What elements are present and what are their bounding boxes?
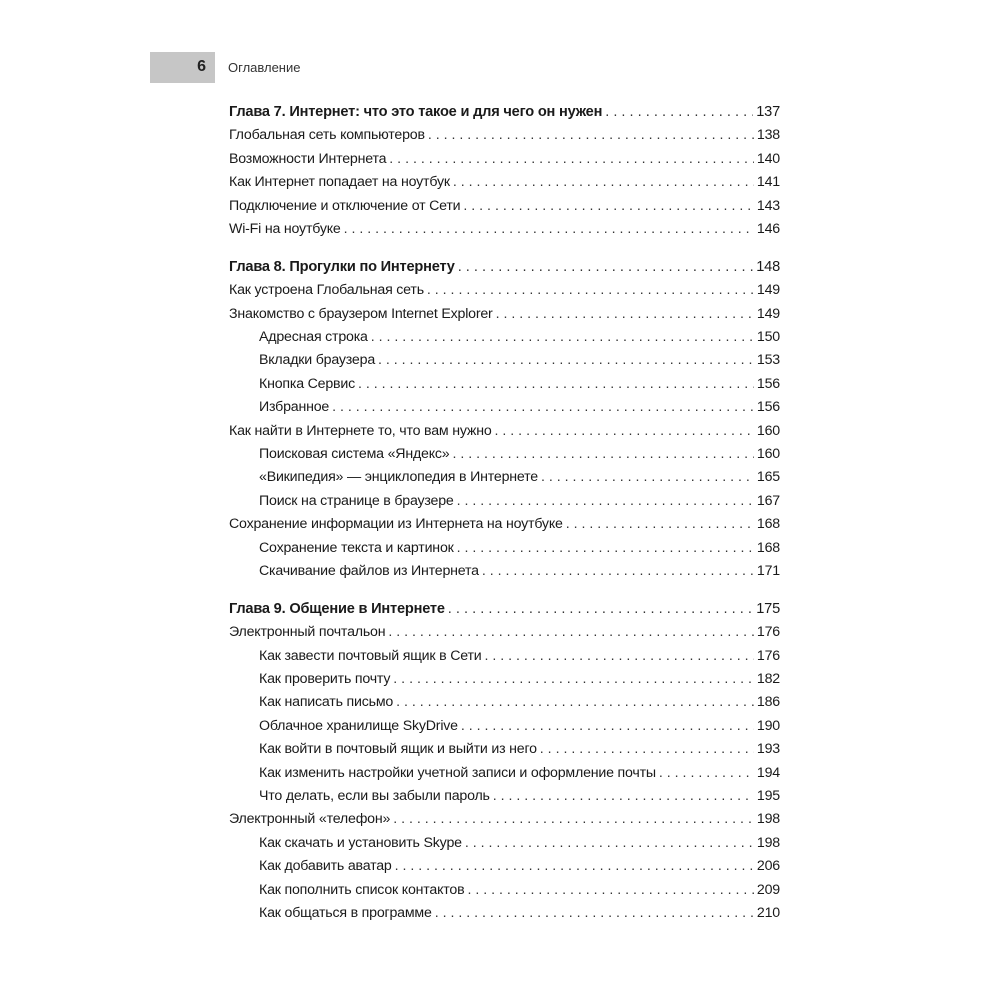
toc-entry[interactable] — [229, 671, 780, 694]
toc-page-number: 198 — [756, 834, 780, 851]
dot-leader — [389, 151, 754, 167]
dot-leader — [465, 835, 754, 851]
dot-leader — [393, 811, 754, 827]
toc-entry[interactable] — [229, 624, 780, 647]
toc-page-number: 165 — [756, 469, 780, 486]
toc-entry[interactable] — [229, 811, 780, 834]
page-number: 6 — [197, 58, 206, 75]
dot-leader — [485, 648, 754, 664]
toc-page-number: 209 — [756, 881, 780, 898]
toc-page-number: 198 — [756, 811, 780, 828]
toc-entry-title: Как найти в Интернете то, что вам нужно — [229, 422, 492, 439]
toc-page-number: 160 — [756, 422, 780, 439]
toc-entry[interactable] — [229, 563, 780, 586]
toc-page-number: 175 — [756, 600, 780, 617]
toc-entry-title: Электронный «телефон» — [229, 811, 391, 828]
dot-leader — [467, 882, 753, 898]
chapter-label: Глава 9. — [229, 600, 286, 617]
toc-entry[interactable] — [229, 127, 780, 150]
toc-entry-title: Кнопка Сервис — [259, 375, 356, 392]
toc-page-number: 168 — [756, 516, 780, 533]
toc-page-number: 148 — [756, 258, 780, 275]
toc-entry-title: «Википедия» — энциклопедия в Интернете — [259, 469, 538, 486]
toc-entry-title: Избранное — [259, 399, 330, 416]
dot-leader — [378, 352, 754, 368]
toc-entry[interactable] — [229, 905, 780, 928]
toc-page-number: 137 — [756, 104, 780, 120]
toc-entry-title: Поиск на странице в браузере — [259, 492, 454, 509]
toc-entry-title: Скачивание файлов из Интернета — [259, 562, 479, 579]
toc-entry-title: Подключение и отключение от Сети — [229, 197, 461, 214]
toc-entry-title: Знакомство с браузером Internet Explorer — [229, 305, 493, 322]
toc-entry[interactable] — [229, 694, 780, 717]
chapter-title: Прогулки по Интернету — [289, 258, 455, 275]
toc-entry[interactable] — [229, 329, 780, 352]
toc-page-number: 150 — [756, 329, 780, 346]
dot-leader — [453, 174, 754, 190]
dot-leader — [493, 788, 754, 804]
dot-leader — [332, 399, 754, 415]
toc-entry[interactable] — [229, 151, 780, 174]
toc-entry-title: Облачное хранилище SkyDrive — [259, 717, 458, 734]
table-of-contents — [229, 104, 780, 928]
dot-leader — [540, 741, 754, 757]
chapter-title: Общение в Интернете — [289, 600, 445, 617]
toc-entry-title: Как написать письмо — [259, 694, 394, 711]
toc-entry-title: Возможности Интернета — [229, 150, 387, 167]
toc-page-number: 195 — [756, 787, 780, 804]
toc-entry-title: Что делать, если вы забыли пароль — [259, 787, 490, 804]
toc-entry-title: Как Интернет попадает на ноутбук — [229, 174, 450, 191]
toc-page-number: 194 — [756, 764, 780, 781]
toc-entry-title: Как пополнить список контактов — [259, 881, 465, 898]
toc-entry-title: Как добавить аватар — [259, 858, 392, 875]
toc-entry[interactable] — [229, 446, 780, 469]
toc-entry[interactable] — [229, 174, 780, 197]
dot-leader — [428, 127, 754, 143]
toc-entry-title — [229, 259, 455, 275]
toc-entry[interactable] — [229, 469, 780, 492]
toc-entry[interactable] — [229, 648, 780, 671]
toc-page-number: 206 — [756, 858, 780, 875]
toc-entry[interactable] — [229, 882, 780, 905]
dot-leader — [457, 540, 754, 556]
toc-entry-title — [229, 104, 602, 120]
toc-page-number: 160 — [756, 445, 780, 462]
toc-entry-title: Как проверить почту — [259, 670, 391, 687]
dot-leader — [496, 306, 754, 322]
dot-leader — [457, 493, 754, 509]
toc-page-number: 167 — [756, 492, 780, 509]
dot-leader — [452, 446, 753, 462]
toc-page-number: 156 — [756, 399, 780, 416]
toc-chapter-entry[interactable] — [229, 104, 780, 127]
dot-leader — [458, 259, 754, 275]
running-title: Оглавление — [228, 60, 301, 75]
toc-entry-title: Как устроена Глобальная сеть — [229, 282, 424, 299]
toc-entry-title: Как завести почтовый ящик в Сети — [259, 647, 482, 664]
toc-entry[interactable] — [229, 516, 780, 539]
dot-leader — [482, 563, 754, 579]
toc-entry-title: Вкладки браузера — [259, 352, 376, 369]
toc-entry-title: Глобальная сеть компьютеров — [229, 127, 425, 144]
toc-page-number: 193 — [756, 741, 780, 758]
toc-chapter-entry[interactable] — [229, 259, 780, 282]
toc-entry-title: Как войти в почтовый ящик и выйти из него — [259, 741, 537, 758]
toc-page-number: 190 — [756, 717, 780, 734]
dot-leader — [541, 469, 754, 485]
dot-leader — [393, 671, 754, 687]
dot-leader — [388, 624, 754, 640]
toc-entry-title: Как изменить настройки учетной записи и оформление почты — [259, 764, 656, 781]
toc-page-number: 138 — [756, 127, 780, 144]
toc-entry[interactable] — [229, 835, 780, 858]
toc-entry[interactable] — [229, 221, 780, 244]
chapter-label: Глава 7. — [229, 104, 286, 120]
toc-page-number: 176 — [756, 647, 780, 664]
toc-entry[interactable] — [229, 423, 780, 446]
toc-entry-title: Wi-Fi на ноутбуке — [229, 220, 341, 237]
dot-leader — [448, 601, 753, 617]
toc-entry-title: Электронный почтальон — [229, 624, 386, 641]
toc-entry[interactable] — [229, 788, 780, 811]
toc-entry-title: Сохранение информации из Интернета на ноутбуке — [229, 516, 563, 533]
toc-entry[interactable] — [229, 306, 780, 329]
dot-leader — [435, 905, 754, 921]
toc-entry[interactable] — [229, 718, 780, 741]
toc-entry[interactable] — [229, 352, 780, 375]
toc-page-number: 140 — [756, 150, 780, 167]
toc-entry[interactable] — [229, 376, 780, 399]
toc-page-number: 156 — [756, 375, 780, 392]
toc-entry[interactable] — [229, 540, 780, 563]
toc-entry[interactable] — [229, 399, 780, 422]
toc-entry-title: Как общаться в программе — [259, 904, 432, 921]
dot-leader — [427, 282, 754, 298]
dot-leader — [495, 423, 754, 439]
toc-entry-title: Поисковая система «Яндекс» — [259, 445, 450, 462]
page-number-box — [150, 52, 215, 83]
toc-page-number: 143 — [756, 197, 780, 214]
chapter-title: Интернет: что это такое и для чего он нужен — [289, 104, 603, 120]
toc-entry-title: Адресная строка — [259, 329, 368, 346]
toc-entry[interactable] — [229, 765, 780, 788]
toc-entry-title: Сохранение текста и картинок — [259, 539, 454, 556]
dot-leader — [463, 198, 754, 214]
dot-leader — [566, 516, 754, 532]
dot-leader — [395, 858, 754, 874]
toc-entry[interactable] — [229, 198, 780, 221]
dot-leader — [371, 329, 754, 345]
dot-leader — [605, 104, 753, 120]
toc-entry[interactable] — [229, 858, 780, 881]
toc-page-number: 176 — [756, 624, 780, 641]
toc-page-number: 149 — [756, 282, 780, 299]
toc-entry[interactable] — [229, 282, 780, 305]
toc-entry-title: Как скачать и установить Skype — [259, 834, 462, 851]
toc-page-number: 186 — [756, 694, 780, 711]
toc-page-number: 210 — [756, 904, 780, 921]
toc-page-number: 182 — [756, 670, 780, 687]
toc-page-number: 153 — [756, 352, 780, 369]
toc-page-number: 146 — [756, 220, 780, 237]
toc-chapter-entry[interactable] — [229, 601, 780, 624]
dot-leader — [344, 221, 754, 237]
dot-leader — [461, 718, 754, 734]
toc-entry-title — [229, 601, 445, 617]
toc-page-number: 168 — [756, 539, 780, 556]
chapter-label: Глава 8. — [229, 258, 286, 275]
dot-leader — [396, 694, 754, 710]
toc-page-number: 141 — [756, 174, 780, 191]
toc-page-number: 171 — [756, 562, 780, 579]
toc-page-number: 149 — [756, 305, 780, 322]
toc-entry[interactable] — [229, 493, 780, 516]
toc-entry[interactable] — [229, 741, 780, 764]
dot-leader — [659, 765, 754, 781]
dot-leader — [358, 376, 754, 392]
